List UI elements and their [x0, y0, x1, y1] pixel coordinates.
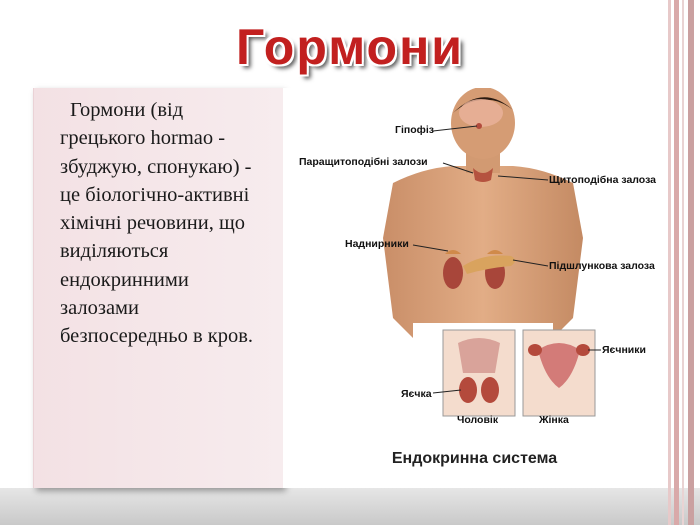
endocrine-illustration: [283, 88, 666, 488]
label-pancreas: Підшлункова залоза: [549, 260, 655, 272]
label-male: Чоловік: [457, 414, 499, 426]
label-female: Жінка: [539, 414, 569, 426]
footer-band: [0, 488, 700, 525]
label-thyroid: Щитоподібна залоза: [549, 174, 657, 186]
label-pituitary: Гіпофіз: [395, 124, 434, 136]
kidney-left: [443, 257, 463, 289]
label-adrenal: Наднирники: [345, 238, 409, 250]
label-ovaries: Яєчники: [602, 344, 646, 356]
torso: [383, 166, 583, 338]
decorative-stripes: [666, 0, 700, 525]
figure-caption: Ендокринна система: [391, 450, 558, 467]
label-testes: Яєчка: [401, 388, 432, 400]
definition-text: Гормони (від грецького hormao - збуджую, спонукаю) - це біологічно-активні хімічні речовини, що виділяються ендокринними залозами безпосередньо в кров.: [60, 99, 254, 348]
endocrine-figure: [283, 88, 666, 488]
label-parathyroid: Паращитоподібні залози: [299, 156, 428, 168]
definition-textbox: [33, 88, 283, 488]
slide-title: Гормони: [235, 19, 465, 75]
